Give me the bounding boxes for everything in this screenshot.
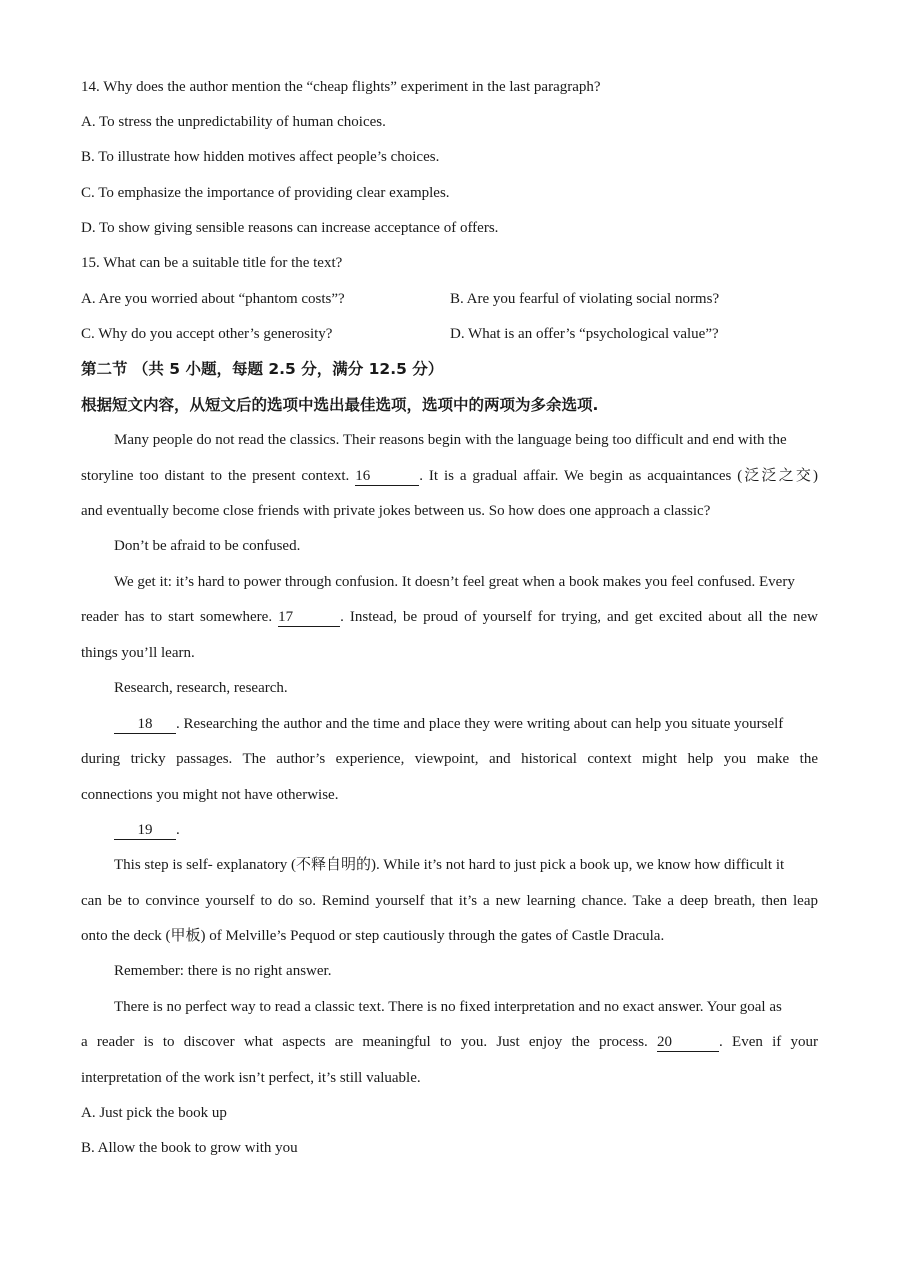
q14-option-d: D. To show giving sensible reasons can increase acceptance of offers.	[81, 220, 499, 236]
q15-options-row-2	[81, 324, 818, 344]
q15-stem: 15. What can be a suitable title for the text?	[81, 255, 343, 271]
passage-p1-line-3: and eventually become close friends with private jokes between us. So how does one approach a classic?	[81, 503, 711, 519]
q15-option-c: C. Why do you accept other’s generosity?	[81, 326, 333, 342]
q15-options-row-1	[81, 289, 818, 309]
blank-17: 17	[278, 609, 340, 627]
choice-a: A. Just pick the book up	[81, 1105, 227, 1121]
blank-16: 16	[355, 468, 419, 486]
q15-option-d: D. What is an offer’s “psychological value”?	[450, 326, 719, 342]
subheading-no-right-answer: Remember: there is no right answer.	[114, 963, 332, 979]
q14-option-c: C. To emphasize the importance of providing clear examples.	[81, 185, 450, 201]
passage-p3-line-3: connections you might not have otherwise.	[81, 787, 339, 803]
q15-option-a: A. Are you worried about “phantom costs”?	[81, 291, 345, 307]
q14-option-b: B. To illustrate how hidden motives affect people’s choices.	[81, 149, 440, 165]
passage-p5-line-3: interpretation of the work isn’t perfect, it’s still valuable.	[81, 1070, 421, 1086]
passage-p5-line-2: a reader is to discover what aspects are meaningful to you. Just enjoy the process. 20 . Even if your	[81, 1034, 818, 1050]
subheading-blank-19: 19 .	[114, 820, 818, 840]
blank-20: 20	[657, 1034, 719, 1052]
passage-p2-line-3: things you’ll learn.	[81, 645, 195, 661]
passage-p3-line-2: during tricky passages. The author’s experience, viewpoint, and historical context might help you make the	[81, 751, 818, 767]
q14-option-a: A. To stress the unpredictability of human choices.	[81, 114, 386, 130]
passage-p2-line-1: We get it: it’s hard to power through confusion. It doesn’t feel great when a book makes you feel confused. Every	[114, 574, 795, 590]
blank-19: 19	[114, 822, 176, 840]
passage-p4-line-2: can be to convince yourself to do so. Remind yourself that it’s a new learning chance. Take a deep breath, then leap	[81, 893, 818, 909]
section-instruction: 根据短文内容，从短文后的选项中选出最佳选项，选项中的两项为多余选项.	[81, 396, 599, 414]
passage-p2-line-2: reader has to start somewhere. 17 . Instead, be proud of yourself for trying, and get excited about all the new	[81, 609, 819, 625]
passage-p5-line-1: There is no perfect way to read a classic text. There is no fixed interpretation and no exact answer. Your goal as	[114, 999, 782, 1015]
section-heading: 第二节 （共 5 小题，每题 2.5 分，满分 12.5 分）	[81, 360, 444, 378]
q15-option-b: B. Are you fearful of violating social norms?	[450, 291, 720, 307]
passage-p1-line-1: Many people do not read the classics. Their reasons begin with the language being too difficult and end with the	[114, 432, 787, 448]
passage-p3-line-1: 18 . Researching the author and the time and place they were writing about can help you situate yourself	[114, 714, 818, 734]
choice-b: B. Allow the book to grow with you	[81, 1140, 298, 1156]
blank-18: 18	[114, 716, 176, 734]
passage-p1-line-2: storyline too distant to the present context. 16 . It is a gradual affair. We begin as acquaintances (泛泛之交)	[81, 468, 818, 484]
q14-stem: 14. Why does the author mention the “cheap flights” experiment in the last paragraph?	[81, 79, 601, 95]
passage-p4-line-1: This step is self- explanatory (不释自明的). While it’s not hard to just pick a book up, we know how difficult it	[114, 857, 785, 873]
subheading-confused: Don’t be afraid to be confused.	[114, 538, 301, 554]
passage-p4-line-3: onto the deck (甲板) of Melville’s Pequod or step cautiously through the gates of Castle Dracula.	[81, 928, 665, 944]
subheading-research: Research, research, research.	[114, 680, 288, 696]
